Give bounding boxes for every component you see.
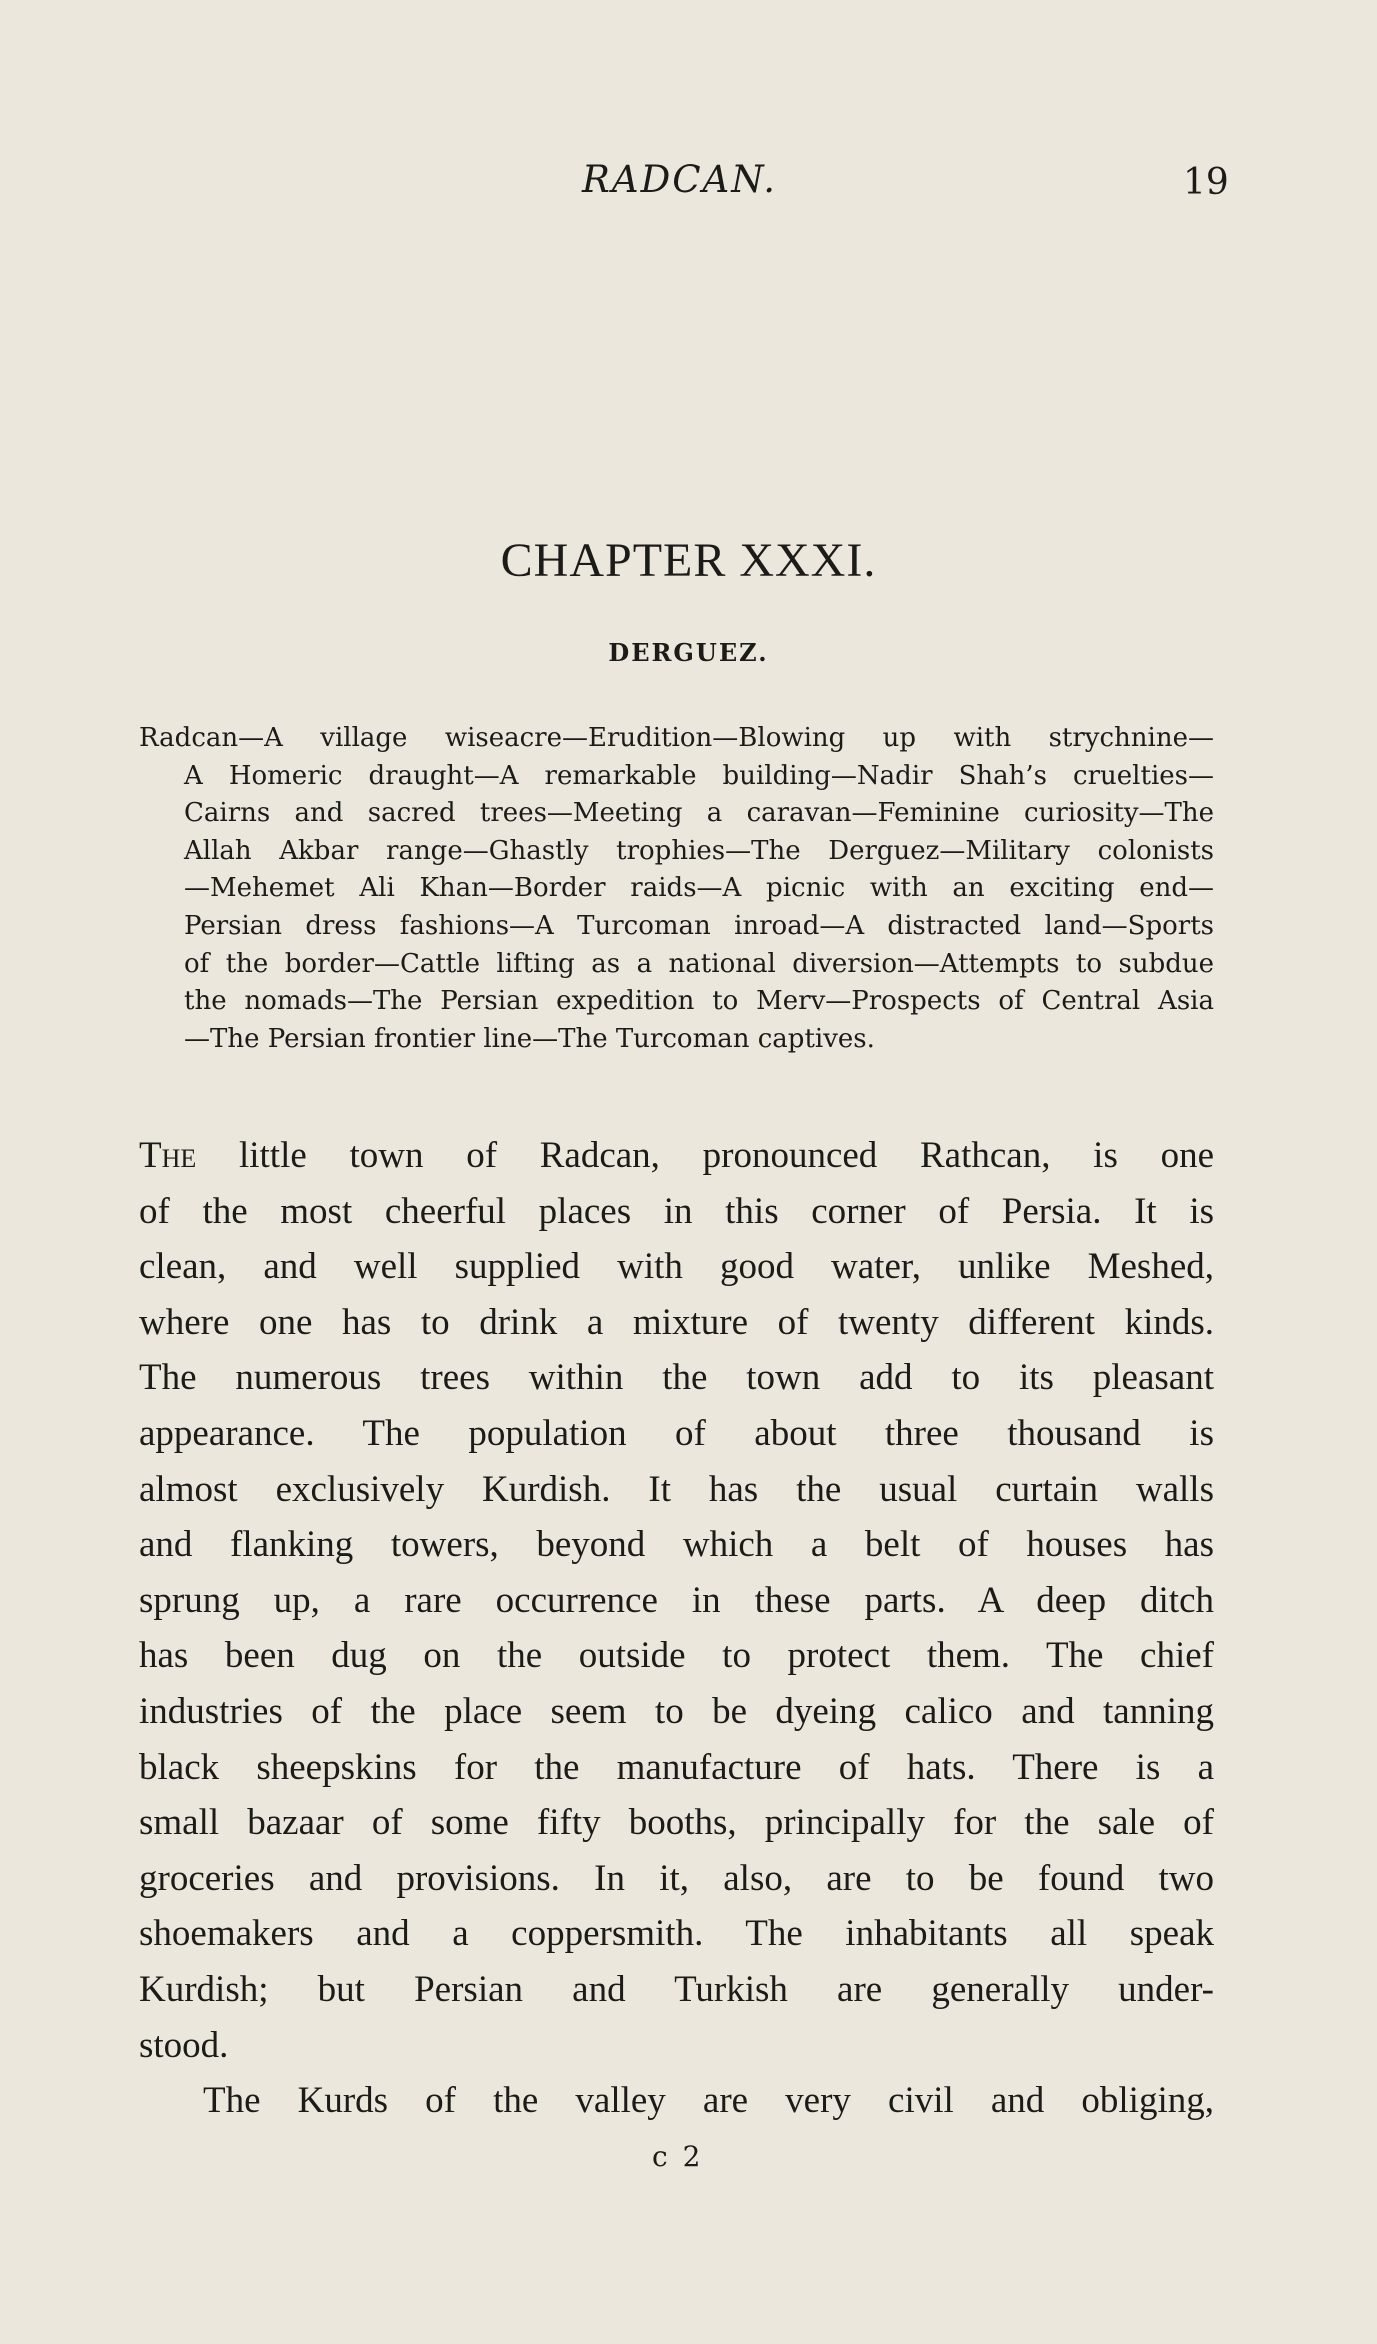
signature-mark: c 2 xyxy=(652,2140,704,2173)
chapter-title: CHAPTER XXXI. xyxy=(500,534,877,587)
body-line: industries of the place seem to be dyeing calico and tanning xyxy=(139,1690,1214,1732)
opening-word: The xyxy=(139,1135,197,1176)
synopsis-line: —The Persian frontier line—The Turcoman captives. xyxy=(184,1023,875,1054)
synopsis-line: Cairns and sacred trees—Meeting a caravan—Feminine curiosity—The xyxy=(184,798,1214,829)
running-head xyxy=(0,158,1377,208)
body-line: groceries and provisions. In it, also, are to be found two xyxy=(139,1857,1214,1899)
section-title: DERGUEZ. xyxy=(608,638,769,667)
synopsis-line: Allah Akbar range—Ghastly trophies—The Derguez—Military colonists xyxy=(184,835,1214,866)
body-line: has been dug on the outside to protect them. The chief xyxy=(139,1635,1214,1677)
synopsis-line: A Homeric draught—A remarkable building—Nadir Shah’s cruelties— xyxy=(184,760,1214,791)
first-line-text: little town of Radcan, pronounced Rathcan, is one xyxy=(196,1135,1214,1176)
body-line: and flanking towers, beyond which a belt of houses has xyxy=(139,1524,1214,1566)
synopsis-line: of the border—Cattle lifting as a national diversion—Attempts to subdue xyxy=(184,948,1214,979)
body-line-next-paragraph: The Kurds of the valley are very civil and obliging, xyxy=(203,2080,1214,2122)
body-text xyxy=(139,1128,1214,2129)
body-line: almost exclusively Kurdish. It has the usual curtain walls xyxy=(139,1468,1214,1510)
body-line: black sheepskins for the manufacture of hats. There is a xyxy=(139,1746,1214,1788)
body-line: sprung up, a rare occurrence in these parts. A deep ditch xyxy=(139,1579,1214,1621)
body-line: The numerous trees within the town add to its pleasant xyxy=(139,1357,1214,1399)
body-line: where one has to drink a mixture of twenty different kinds. xyxy=(139,1301,1214,1343)
body-line: small bazaar of some fifty booths, principally for the sale of xyxy=(139,1802,1214,1844)
body-line-first xyxy=(139,1128,1214,1184)
body-line: shoemakers and a coppersmith. The inhabitants all speak xyxy=(139,1913,1214,1955)
synopsis-line: Persian dress fashions—A Turcoman inroad—A distracted land—Sports xyxy=(184,910,1214,941)
page-number: 19 xyxy=(1183,162,1229,203)
body-line: clean, and well supplied with good water, unlike Meshed, xyxy=(139,1246,1214,1288)
body-line: Kurdish; but Persian and Turkish are generally under- xyxy=(139,1968,1214,2010)
running-title: RADCAN. xyxy=(582,158,778,201)
synopsis-line: Radcan—A village wiseacre—Erudition—Blowing up with strychnine— xyxy=(139,723,1214,753)
body-line: appearance. The population of about three thousand is xyxy=(139,1412,1214,1454)
body-line: of the most cheerful places in this corner of Persia. It is xyxy=(139,1190,1214,1232)
synopsis-line: the nomads—The Persian expedition to Merv—Prospects of Central Asia xyxy=(184,986,1214,1017)
chapter-synopsis xyxy=(139,720,1214,1058)
body-line: stood. xyxy=(139,2024,229,2066)
synopsis-line: —Mehemet Ali Khan—Border raids—A picnic with an exciting end— xyxy=(184,873,1214,904)
